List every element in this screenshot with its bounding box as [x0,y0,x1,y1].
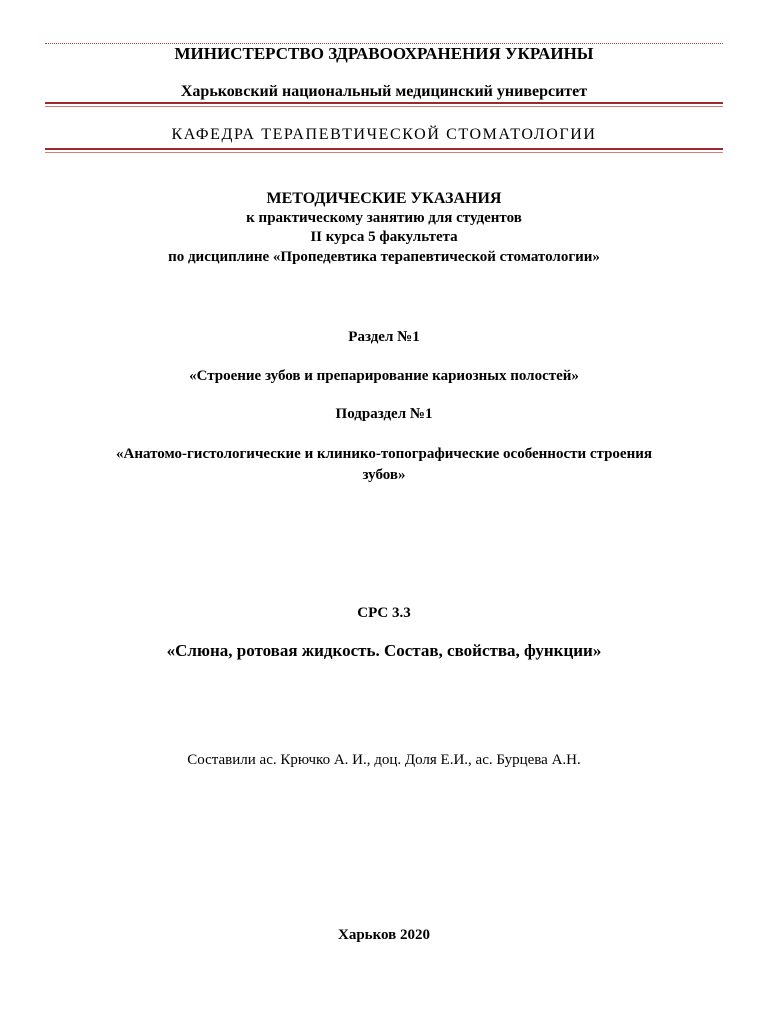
guide-discipline-line: по дисциплине «Пропедевтика терапевтической стоматологии» [168,249,600,265]
topic-title: «Слюна, ротовая жидкость. Состав, свойства, функции» [166,641,602,660]
city-year: Харьков 2020 [337,927,431,943]
header-rule-upper [45,102,723,107]
header-rule-lower [45,148,723,153]
subsection-label: Подраздел №1 [335,406,433,422]
section-title: «Строение зубов и препарирование кариозных полостей» [189,368,579,384]
authors-line: Составили ас. Крючко А. И., доц. Доля Е.И., ас. Бурцева А.Н. [187,752,581,768]
subsection-title: «Анатомо-гистологические и клинико-топографические особенности строения [116,446,652,462]
topic-number: СРС 3.3 [357,605,411,621]
subsection-title-continued: зубов» [362,467,406,483]
guide-subtitle-line: II курса 5 факультета [310,229,458,245]
university-name: Харьковский национальный медицинский университет [180,83,588,100]
guide-subtitle-line: к практическому занятию для студентов [246,210,522,226]
ministry-heading: МИНИСТЕРСТВО ЗДРАВООХРАНЕНИЯ УКРАИНЫ [174,44,594,63]
department-name: КАФЕДРА ТЕРАПЕВТИЧЕСКОЙ СТОМАТОЛОГИИ [171,126,597,143]
section-label: Раздел №1 [348,329,420,345]
guide-title: МЕТОДИЧЕСКИЕ УКАЗАНИЯ [266,190,502,207]
